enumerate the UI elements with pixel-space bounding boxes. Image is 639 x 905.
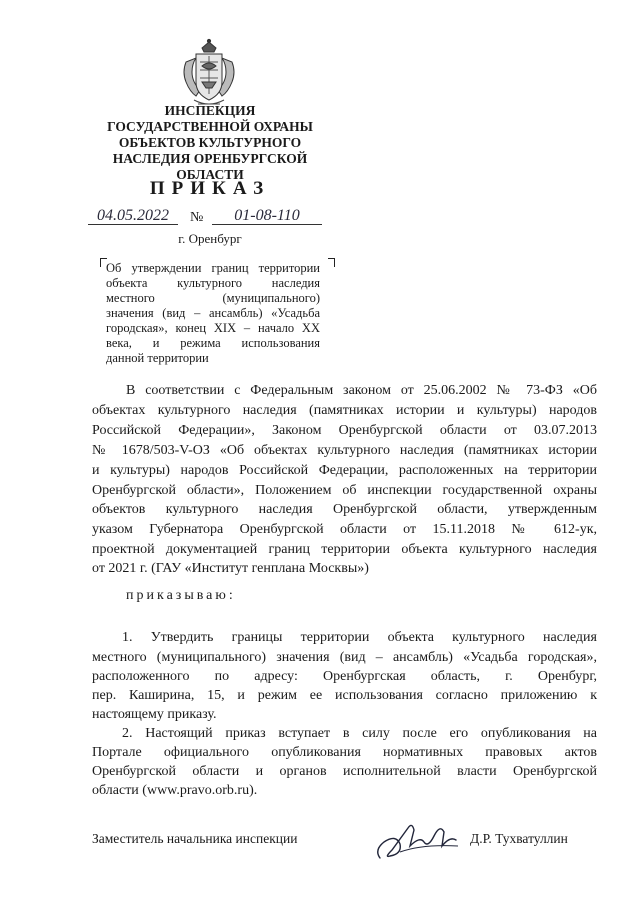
organization-name-line: НАСЛЕДИЯ ОРЕНБУРГСКОЙ (112, 151, 308, 166)
subject-line: городская», конец XIX – начало XX (106, 321, 320, 335)
order-city: г. Оренбург (178, 231, 242, 246)
subject-line: века, и режима использования (106, 336, 320, 350)
order-number: 01-08-110 (212, 208, 322, 225)
item-2-line: Оренбургской области и органов исполнительной власти Оренбургской (92, 764, 597, 779)
coat-of-arms-emblem (180, 38, 238, 110)
item-2-line: Портале официального опубликования нормативных правовых актов (92, 745, 597, 760)
subject-line: значения (вид – ансамбль) «Усадьба (106, 306, 320, 320)
subject-line: объекта культурного наследия (106, 276, 320, 290)
organization-name-line: ОБЛАСТИ (176, 167, 244, 182)
item-1-line: местного (муниципального) значения (вид – ансамбль) «Усадьба городская», (92, 650, 597, 665)
subject-line: данной территории (106, 351, 209, 365)
preamble-line: № 1678/503-V-ОЗ «Об объектах культурного наследия (памятниках истории (92, 443, 597, 458)
subject-bracket-right (328, 258, 335, 267)
item-2-line: 2. Настоящий приказ вступает в силу после его опубликования на (122, 726, 597, 741)
preamble-line: объектах культурного наследия (памятниках истории и культуры) народов (92, 403, 597, 418)
order-number-sign: № (190, 210, 204, 225)
signer-title: Заместитель начальника инспекции (92, 831, 298, 846)
preamble-line: проектной документацией границ территории объекта культурного наследия (92, 542, 597, 557)
order-date: 04.05.2022 (88, 208, 178, 225)
organization-name-line: ГОСУДАРСТВЕННОЙ ОХРАНЫ (107, 119, 313, 134)
order-verb: приказываю: (126, 588, 236, 603)
subject-line: местного (муниципального) (106, 291, 320, 305)
item-2-line: области (www.pravo.orb.ru). (92, 783, 258, 798)
preamble-line: Российской Федерации», Законом Оренбургской области от 03.07.2013 (92, 423, 597, 438)
preamble-line: указом Губернатора Оренбургской области от 15.11.2018 № 612-ук, (92, 522, 597, 537)
preamble-line: Оренбургской области», Положением об инспекции государственной охраны (92, 483, 597, 498)
signer-name: Д.Р. Тухватуллин (470, 831, 568, 846)
preamble-line: и культуры) народов Российской Федерации, расположенных на территории (92, 463, 597, 478)
item-1-line: расположенного по адресу: Оренбургская область, г. Оренбург, (92, 669, 597, 684)
handwritten-signature (370, 806, 470, 866)
preamble-line: В соответствии с Федеральным законом от 25.06.2002 № 73-ФЗ «Об (126, 383, 597, 398)
item-1-line: настоящему приказу. (92, 707, 217, 722)
organization-name-line: ИНСПЕКЦИЯ (164, 103, 256, 118)
organization-name-line: ОБЪЕКТОВ КУЛЬТУРНОГО (118, 135, 302, 150)
preamble-line: объектов культурного наследия Оренбургской области, утвержденным (92, 502, 597, 517)
item-1-line: 1. Утвердить границы территории объекта культурного наследия (122, 630, 597, 645)
subject-line: Об утверждении границ территории (106, 261, 320, 275)
item-1-line: пер. Каширина, 15, и режим ее использования согласно приложению к (92, 688, 597, 703)
document-title: ПРИКАЗ (149, 178, 271, 199)
preamble-line: от 2021 г. (ГАУ «Институт генплана Москвы») (92, 561, 369, 576)
